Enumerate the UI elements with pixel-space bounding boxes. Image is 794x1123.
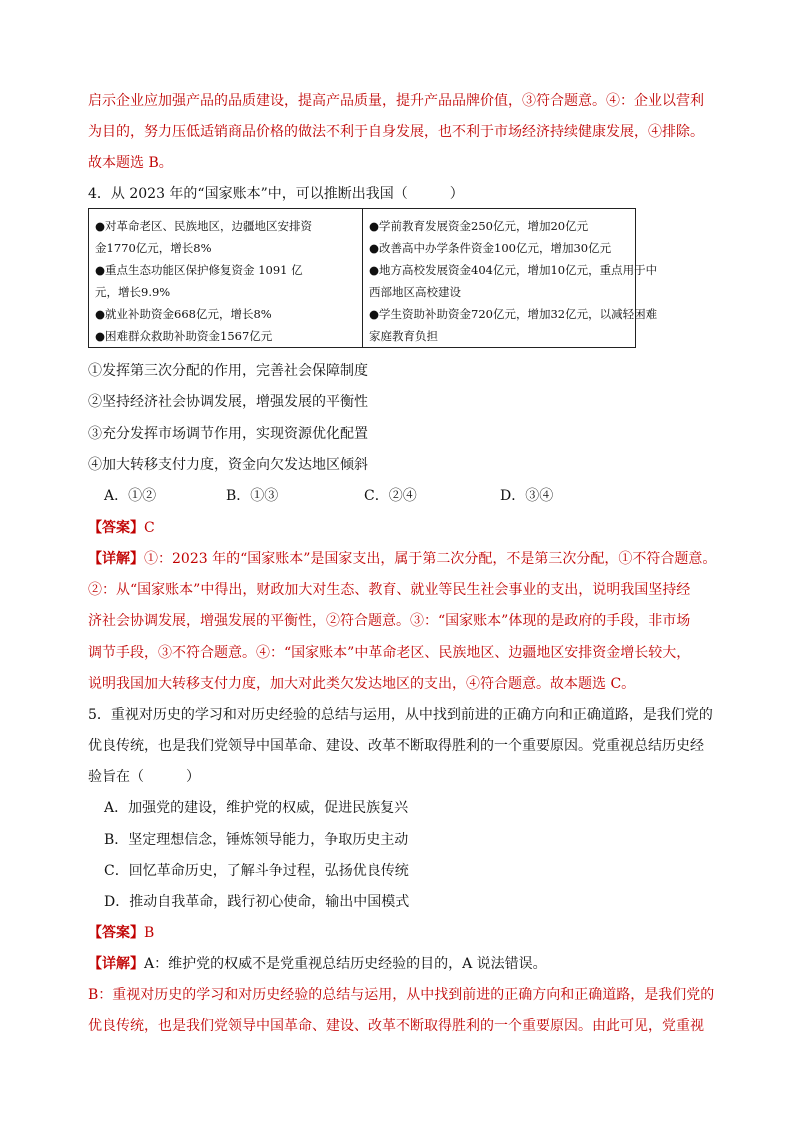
q4-option-b[interactable]: B．①③	[226, 488, 279, 504]
answer-value: C	[144, 520, 155, 536]
question-5-stem-1: 5．重视对历史的学习和对历史经验的总结与运用，从中找到前进的正确方向和正确道路，是我们党的	[88, 707, 713, 723]
q5-option-b[interactable]: B．坚定理想信念，锤炼领导能力，争取历史主动	[104, 832, 409, 848]
statement-2: ②坚持经济社会协调发展，增强发展的平衡性	[88, 394, 368, 410]
q4-detail-line-5: 说明我国加大转移支付力度，加大对此类欠发达地区的支出，④符合题意。故本题选 C。	[88, 676, 636, 692]
detail-tag: 【详解】	[88, 551, 144, 567]
budget-table	[88, 208, 658, 348]
answer-tag: 【答案】	[88, 925, 144, 941]
table-right-line: 家庭教育负担	[369, 329, 438, 343]
q4-option-a[interactable]: A．①②	[104, 488, 157, 504]
q5-detail-line-3: 优良传统，也是我们党领导中国革命、建设、改革不断取得胜利的一个重要原因。由此可见，党重视	[88, 1018, 704, 1034]
question-5-stem-3: 验旨在（ ）	[88, 769, 200, 785]
q4-detail-line-3: 济社会协调发展，增强发展的平衡性，②符合题意。③：“国家账本”体现的是政府的手段，非市场	[88, 613, 691, 629]
q4-detail-line-1	[88, 549, 718, 569]
table-left-line: 金1770亿元，增长8%	[95, 241, 212, 255]
detail-text: A：维护党的权威不是党重视总结历史经验的目的，A 说法错误。	[144, 956, 547, 972]
q5-detail-line-1	[88, 954, 718, 974]
q4-detail-line-2: ②：从“国家账本”中得出，财政加大对生态、教育、就业等民生社会事业的支出，说明我国坚持经	[88, 582, 691, 598]
detail-tag: 【详解】	[88, 956, 144, 972]
q5-answer	[88, 923, 718, 943]
table-right-line: ●学生资助补助资金720亿元，增加32亿元，以减轻困难	[369, 307, 658, 321]
budget-table-right-column	[362, 209, 658, 347]
q4-answer	[88, 518, 718, 538]
q5-option-d[interactable]: D．推动自我革命，践行初心使命，输出中国模式	[104, 894, 410, 910]
table-left-line: ●就业补助资金668亿元，增长8%	[95, 307, 272, 321]
table-left-line: ●重点生态功能区保护修复资金 1091 亿	[95, 263, 303, 277]
table-right-line: ●学前教育发展资金250亿元，增加20亿元	[369, 219, 589, 233]
answer-value: B	[144, 925, 155, 941]
answer-tag: 【答案】	[88, 520, 144, 536]
question-5-stem-2: 优良传统，也是我们党领导中国革命、建设、改革不断取得胜利的一个重要原因。党重视总结历史经	[88, 738, 704, 754]
q4-option-c[interactable]: C．②④	[364, 488, 417, 504]
q5-detail-line-2: B：重视对历史的学习和对历史经验的总结与运用，从中找到前进的正确方向和正确道路，是我们党的	[88, 987, 715, 1003]
intro-line-2: 为目的，努力压低适销商品价格的做法不利于自身发展，也不利于市场经济持续健康发展，④排除。	[88, 124, 704, 140]
table-left-line: 元，增长9.9%	[95, 285, 171, 299]
table-left-line: ●对革命老区、民族地区，边疆地区安排资	[95, 219, 313, 233]
table-left-line: ●困难群众救助补助资金1567亿元	[95, 329, 273, 343]
statement-4: ④加大转移支付力度，资金向欠发达地区倾斜	[88, 457, 368, 473]
intro-line-1: 启示企业应加强产品的品质建设，提高产品质量，提升产品品牌价值，③符合题意。④：企业以营利	[88, 93, 704, 109]
q5-option-a[interactable]: A．加强党的建设，维护党的权威，促进民族复兴	[104, 800, 409, 816]
statement-3: ③充分发挥市场调节作用，实现资源优化配置	[88, 426, 368, 442]
table-right-line: ●改善高中办学条件资金100亿元，增加30亿元	[369, 241, 612, 255]
statement-1: ①发挥第三次分配的作用，完善社会保障制度	[88, 363, 368, 379]
q4-detail-line-4: 调节手段，③不符合题意。④：“国家账本”中革命老区、民族地区、边疆地区安排资金增长较大，	[88, 645, 691, 661]
q5-option-c[interactable]: C．回忆革命历史，了解斗争过程，弘扬优良传统	[104, 863, 409, 879]
q4-option-d[interactable]: D．③④	[500, 488, 554, 504]
table-right-line: ●地方高校发展资金404亿元，增加10亿元，重点用于中	[369, 263, 658, 277]
table-right-line: 西部地区高校建设	[369, 285, 461, 299]
question-4-stem: 4．从 2023 年的“国家账本”中，可以推断出我国（ ）	[88, 186, 464, 202]
detail-text: ①：2023 年的“国家账本”是国家支出，属于第二次分配，不是第三次分配，①不符合题意。	[144, 551, 717, 567]
intro-line-3: 故本题选 B。	[88, 155, 173, 171]
budget-table-left-column	[89, 209, 362, 347]
